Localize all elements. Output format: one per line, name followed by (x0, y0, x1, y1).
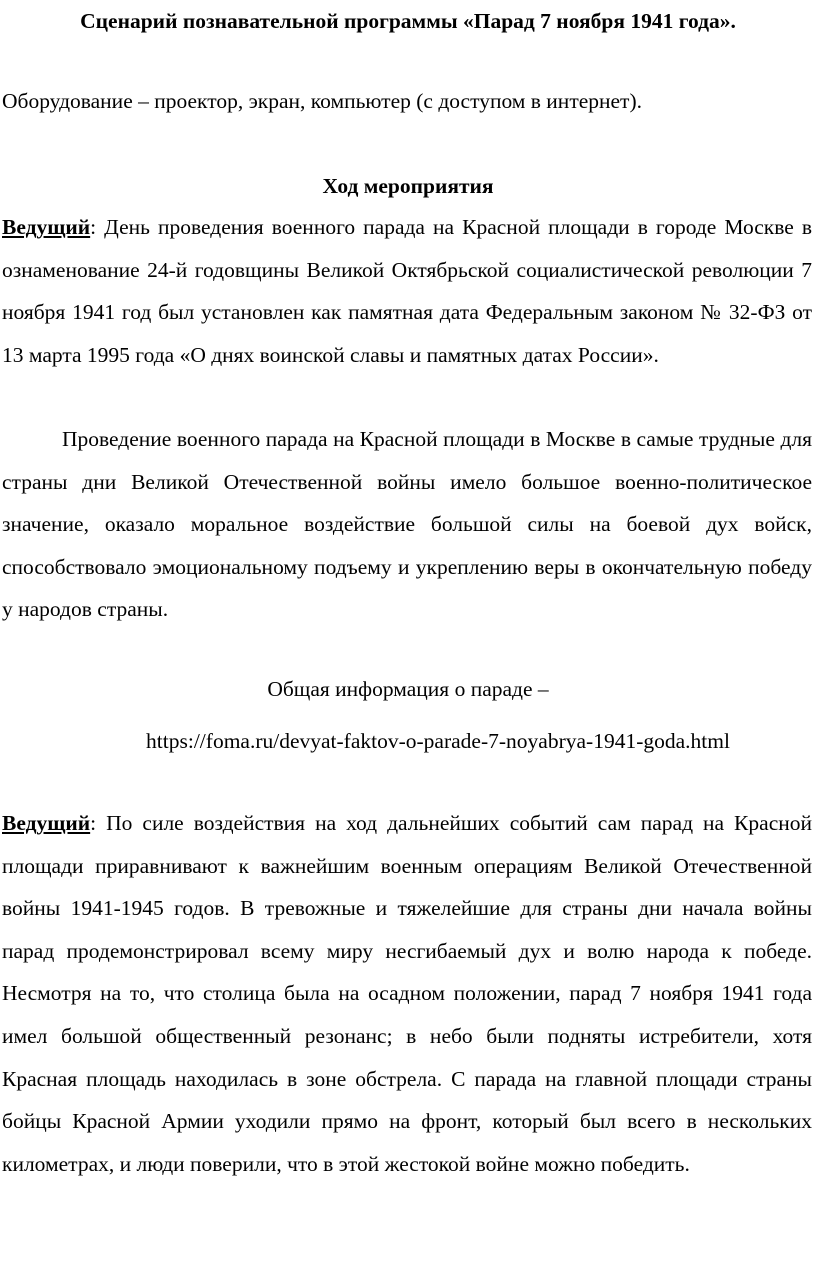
paragraph-text: : День проведения военного парада на Красной площади в городе Москве в ознаменование 24-й годовщины Великой Октябрьской социалистической революции 7 ноября 1941 год был установлен как памятная дата Федеральным законом № 32-ФЗ от 13 марта 1995 года «О днях воинской славы и памятных датах России». (2, 215, 812, 367)
paragraph-text: : По силе воздействия на ход дальнейших событий сам парад на Красной площади приравнивают к важнейшим военным операциям Великой Отечественной войны 1941-1945 годов. В тревожные и тяжелейшие для страны дни начала войны парад продемонстрировал всему миру несгибаемый дух и волю народа к победе. Несмотря на то, что столица была на осадном положении, парад 7 ноября 1941 года имел большой общественный резонанс; в небо были подняты истребители, хотя Красная площадь находилась в зоне обстрела. С парада на главной площади страны бойцы Красной Армии уходили прямо на фронт, который был всего в нескольких километрах, и люди поверили, что в этой жестокой войне можно победить. (2, 811, 812, 1176)
speaker-label: Ведущий (2, 811, 91, 835)
paragraph-host-intro (2, 206, 812, 376)
equipment-line: Оборудование – проектор, экран, компьютер (с доступом в интернет). (2, 89, 642, 113)
paragraph-host-impact (2, 802, 812, 1185)
paragraph-parade-significance: Проведение военного парада на Красной площади в Москве в самые трудные для страны дни Великой Отечественной войны имело большое военно-политическое значение, оказало моральное воздействие большой силы на боевой дух войск, способствовало эмоциональному подъему и укреплению веры в окончательную победу у народов страны. (2, 427, 812, 622)
info-url-link[interactable]: https://foma.ru/devyat-faktov-o-parade-7-noyabrya-1941-goda.html (146, 729, 730, 753)
document-title: Сценарий познавательной программы «Парад 7 ноября 1941 года». (80, 9, 736, 33)
speaker-label: Ведущий (2, 215, 91, 239)
section-heading: Ход мероприятия (322, 174, 494, 198)
info-label: Общая информация о параде – (267, 677, 549, 701)
